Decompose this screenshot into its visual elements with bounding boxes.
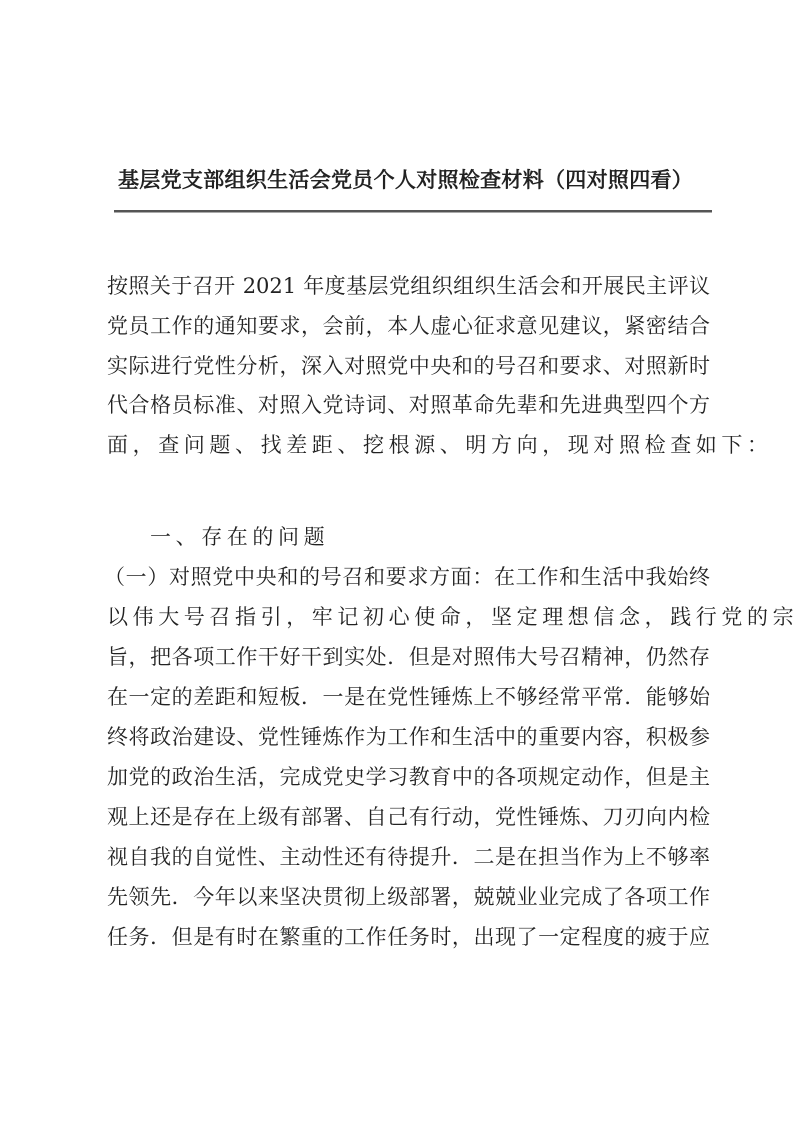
body-line: 先领先．今年以来坚决贯彻上级部署，兢兢业业完成了各项工作 xyxy=(107,885,710,909)
intro-line: 面，查问题、找差距、挖根源、明方向，现对照检查如下： xyxy=(107,433,773,457)
body-line: 以伟大号召指引，牢记初心使命，坚定理想信念，践行党的宗 xyxy=(107,605,799,629)
intro-line: 党员工作的通知要求，会前，本人虚心征求意见建议，紧密结合 xyxy=(107,314,710,338)
title-divider xyxy=(114,210,712,213)
document-title: 基层党支部组织生活会党员个人对照检查材料（四对照四看） xyxy=(118,167,694,192)
body-line: （一）对照党中央和的号召和要求方面：在工作和生活中我始终 xyxy=(104,565,710,589)
intro-line: 按照关于召开 2021 年度基层党组织组织生活会和开展民主评议 xyxy=(107,274,710,298)
intro-line: 代合格员标准、对照入党诗词、对照革命先辈和先进典型四个方 xyxy=(107,393,710,417)
body-line: 终将政治建设、党性锤炼作为工作和生活中的重要内容，积极参 xyxy=(107,725,710,749)
body-line: 视自我的自觉性、主动性还有待提升．二是在担当作为上不够率 xyxy=(107,845,710,869)
body-line: 任务．但是有时在繁重的工作任务时，出现了一定程度的疲于应 xyxy=(107,925,710,949)
body-line: 加党的政治生活，完成党史学习教育中的各项规定动作，但是主 xyxy=(107,765,710,789)
intro-line: 实际进行党性分析，深入对照党中央和的号召和要求、对照新时 xyxy=(107,354,710,378)
body-line: 在一定的差距和短板．一是在党性锤炼上不够经常平常．能够始 xyxy=(107,685,710,709)
section-heading: 一、存在的问题 xyxy=(150,525,330,549)
body-line: 旨，把各项工作干好干到实处．但是对照伟大号召精神，仍然存 xyxy=(107,645,710,669)
body-line: 观上还是存在上级有部署、自己有行动，党性锤炼、刀刃向内检 xyxy=(107,805,710,829)
